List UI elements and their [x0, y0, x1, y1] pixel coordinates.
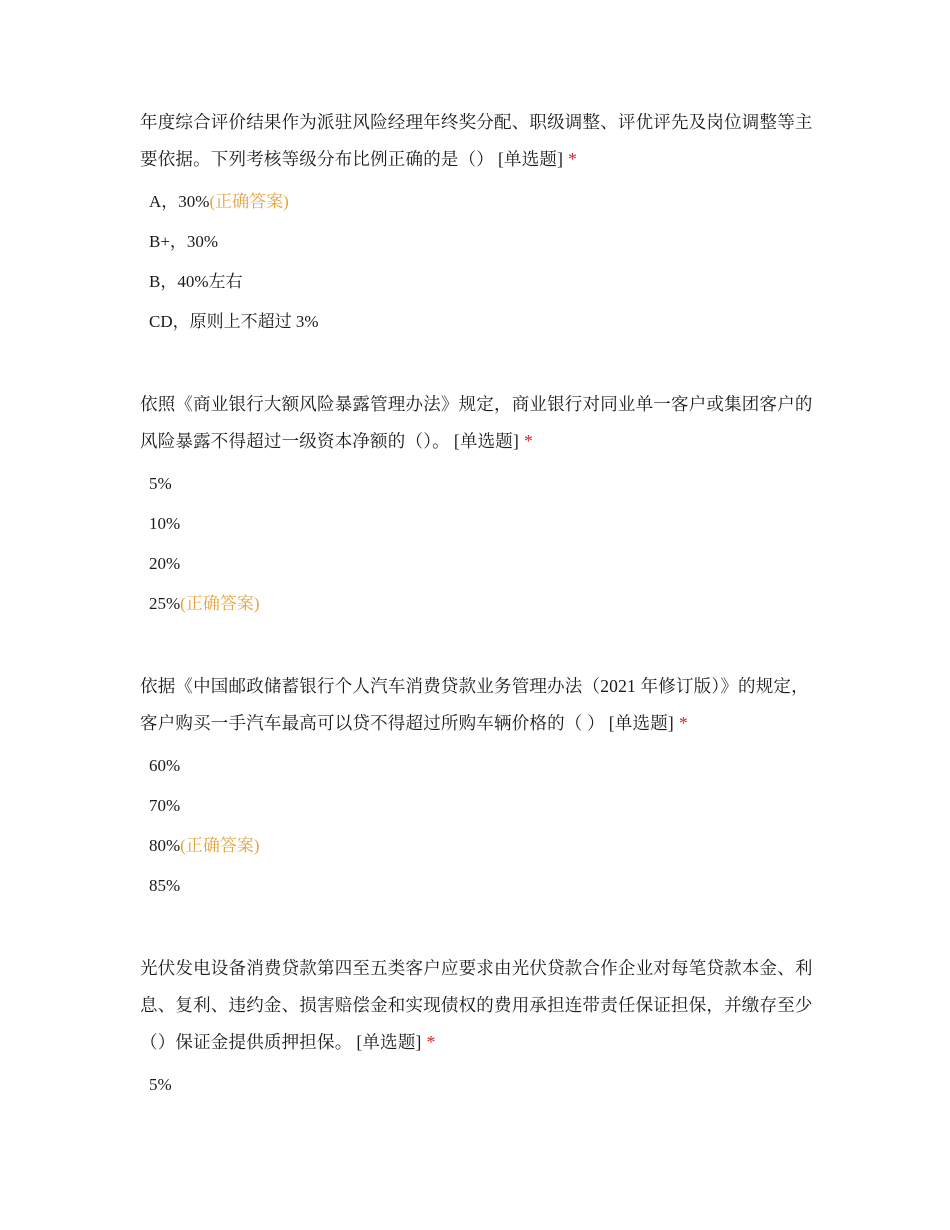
question-type: [单选题]	[453, 431, 520, 451]
option-text: 70%	[149, 796, 181, 815]
option-item[interactable]	[140, 464, 820, 504]
option-list	[140, 182, 820, 342]
option-text: A，30%	[149, 192, 210, 211]
question-type: [单选题]	[356, 1032, 422, 1052]
question-text: 年度综合评价结果作为派驻风险经理年终奖分配、职级调整、评优评先及岗位调整等主要依据。下列考核等级分布比例正确的是（）	[140, 112, 813, 169]
question-type: [单选题]	[498, 149, 564, 169]
option-text: B，40%左右	[149, 272, 243, 291]
option-text: CD，原则上不超过 3%	[149, 312, 319, 331]
option-text: 20%	[149, 554, 181, 573]
question-title	[140, 950, 820, 1061]
option-item[interactable]	[140, 826, 820, 866]
option-text: 25%	[149, 594, 181, 613]
correct-answer-label: (正确答案)	[209, 192, 289, 211]
option-item[interactable]	[140, 504, 820, 544]
quiz-page	[140, 104, 820, 1149]
option-text: 5%	[149, 1075, 172, 1094]
option-text: 10%	[149, 514, 181, 533]
option-item[interactable]	[140, 302, 820, 342]
question-text: 依据《中国邮政储蓄银行个人汽车消费贷款业务管理办法（2021 年修订版）》的规定，客户购买一手汽车最高可以贷不得超过所购车辆价格的（ ）	[140, 676, 809, 733]
option-list	[140, 464, 820, 624]
option-text: 80%	[149, 836, 181, 855]
option-list	[140, 746, 820, 906]
option-item[interactable]	[140, 262, 820, 302]
question-1	[140, 104, 820, 342]
option-item[interactable]	[140, 182, 820, 222]
required-mark: *	[568, 149, 578, 169]
question-text: 依照《商业银行大额风险暴露管理办法》规定，商业银行对同业单一客户或集团客户的风险暴露不得超过一级资本净额的（）。	[140, 394, 813, 451]
question-4	[140, 950, 820, 1105]
required-mark: *	[426, 1032, 436, 1052]
option-item[interactable]	[140, 544, 820, 584]
option-text: 85%	[149, 876, 181, 895]
option-item[interactable]	[140, 1065, 820, 1105]
option-text: 5%	[149, 474, 172, 493]
question-title	[140, 668, 820, 742]
question-title	[140, 386, 820, 460]
option-list	[140, 1065, 820, 1105]
option-text: B+，30%	[149, 232, 219, 251]
correct-answer-label: (正确答案)	[180, 594, 260, 613]
option-item[interactable]	[140, 866, 820, 906]
required-mark: *	[524, 431, 533, 451]
option-item[interactable]	[140, 746, 820, 786]
option-item[interactable]	[140, 584, 820, 624]
question-title	[140, 104, 820, 178]
option-text: 60%	[149, 756, 181, 775]
option-item[interactable]	[140, 786, 820, 826]
question-3	[140, 668, 820, 906]
question-2	[140, 386, 820, 624]
question-type: [单选题]	[608, 713, 674, 733]
question-text: 光伏发电设备消费贷款第四至五类客户应要求由光伏贷款合作企业对每笔贷款本金、利息、复利、违约金、损害赔偿金和实现债权的费用承担连带责任保证担保，并缴存至少（）保证金提供质押担保。	[140, 958, 813, 1052]
option-item[interactable]	[140, 222, 820, 262]
correct-answer-label: (正确答案)	[180, 836, 260, 855]
required-mark: *	[678, 713, 688, 733]
